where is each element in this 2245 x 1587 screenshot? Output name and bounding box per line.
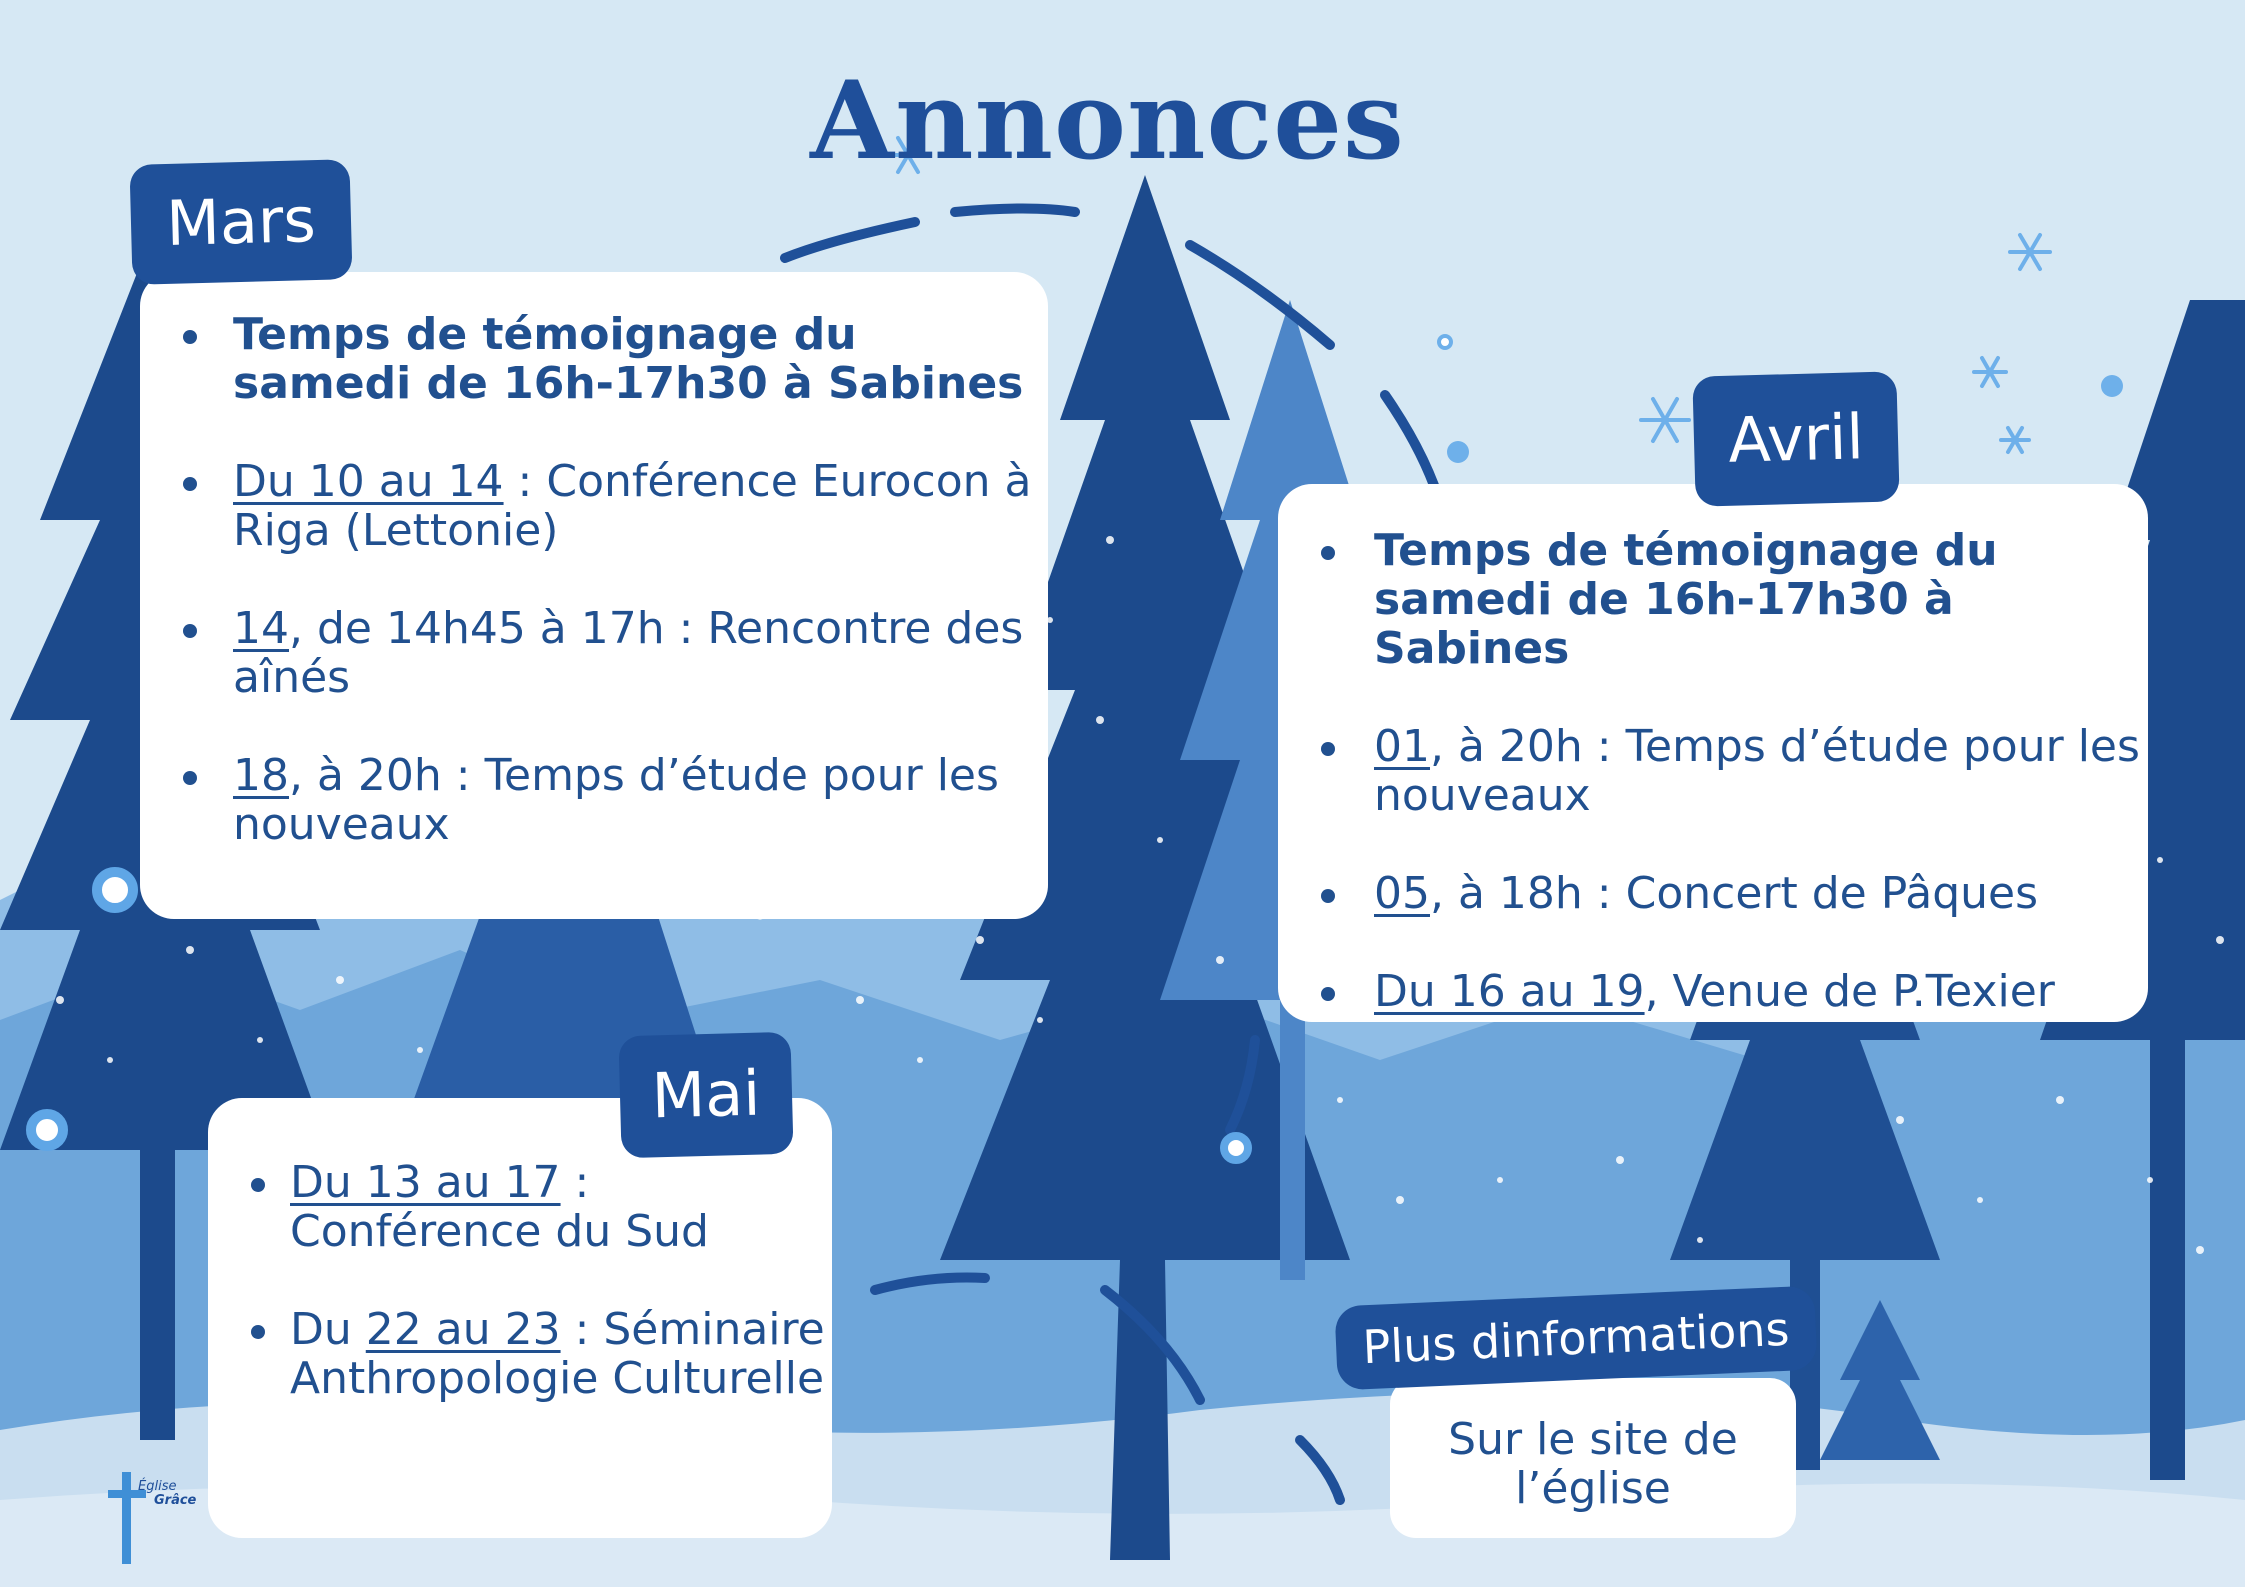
mars-card [140,272,1048,919]
mars-tag: Mars [129,159,352,285]
list-item: Du 10 au 14 : Conférence Eurocon à Riga (Lettonie) [140,457,1048,555]
list-item: Du 22 au 23 : Séminaire Anthropologie Culturelle [208,1305,832,1403]
mai-event-list [208,1158,832,1403]
list-item: 01, à 20h : Temps d’étude pour les nouveaux [1278,722,2148,820]
avril-card [1278,484,2148,1022]
list-item: Temps de témoignage du samedi de 16h-17h30 à Sabines [140,310,1048,408]
list-item: 14, de 14h45 à 17h : Rencontre des aînés [140,604,1048,702]
list-item: Du 16 au 19, Venue de P.Texier [1278,967,2148,1016]
avril-event-list [1278,526,2148,1016]
church-logo [108,1472,218,1564]
logo-line: Grâce [154,1493,197,1508]
list-item: Temps de témoignage du samedi de 16h-17h30 à Sabines [1278,526,2148,673]
logo-line: Église [138,1479,177,1494]
mai-card [208,1098,832,1538]
list-item: Du 13 au 17 : Conférence du Sud [208,1158,832,1256]
mars-event-list [140,310,1048,849]
info-box: Sur le site de l’église [1390,1378,1796,1538]
mai-tag: Mai [618,1032,793,1158]
page-title: Annonces [810,58,1405,184]
more-info-tag: Plus dinformations [1334,1286,1817,1391]
list-item: 05, à 18h : Concert de Pâques [1278,869,2148,918]
logo-text [138,1480,196,1508]
avril-tag: Avril [1692,371,1899,506]
list-item: 18, à 20h : Temps d’étude pour les nouveaux [140,751,1048,849]
